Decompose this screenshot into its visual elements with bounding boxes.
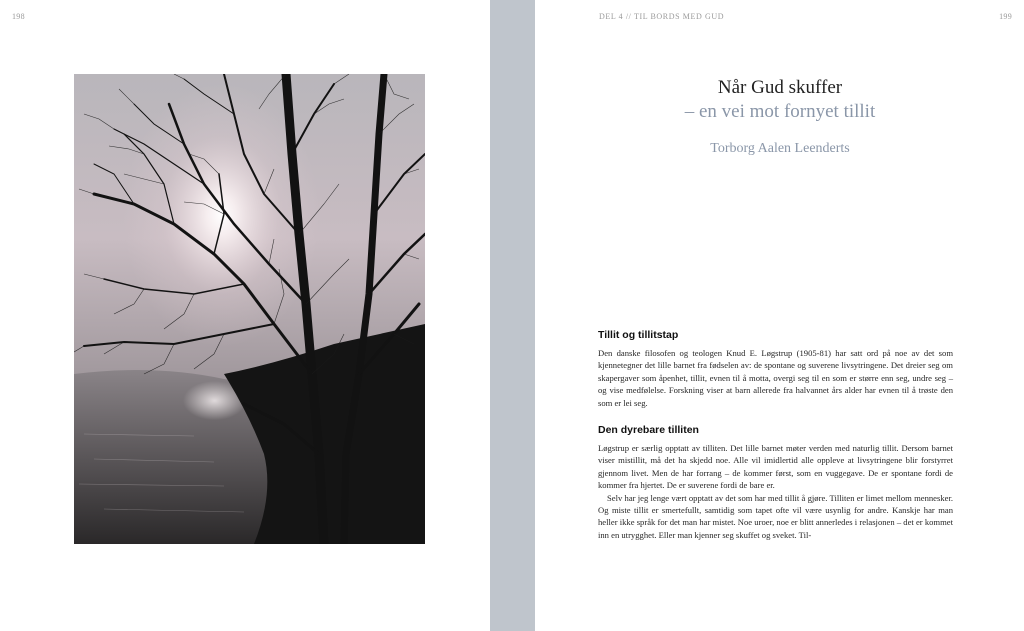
- chapter-title: Når Gud skuffer: [717, 77, 843, 98]
- author-name: Torborg Aalen Leenderts: [710, 141, 850, 156]
- left-page: [0, 0, 490, 631]
- section-den-dyrebare-tilliten: [598, 423, 953, 541]
- section-heading: Tillit og tillitstap: [598, 329, 679, 341]
- spine-gutter: [490, 0, 535, 631]
- chapter-subtitle: – en vei mot fornyet tillit: [684, 101, 876, 122]
- page-number-right: 199: [999, 12, 1012, 21]
- right-page: [535, 0, 1024, 631]
- body-text: [598, 328, 953, 541]
- section-tillit-og-tillitstap: [598, 328, 953, 409]
- paragraph: Den danske filosofen og teologen Knud E. Løgstrup (1905-81) har satt ord på noe av det som kjennetegner det lille barnet fra fødselen av: de spontane og suverene livsytringene. Det dreier seg om skapergaver som åpenhet, tillit, evnen til å motta, overgi seg til en som er større enn seg, undre seg – og vise medfølelse. Forskning viser at barn allerede fra halvannet års alder har evnen til å trøste den som er lei seg.: [598, 348, 953, 408]
- chapter-title-block: [575, 76, 985, 158]
- running-head: DEL 4 // TIL BORDS MED GUD: [599, 12, 725, 21]
- paragraph: Selv har jeg lenge vært opptatt av det som har med tillit å gjøre. Tilliten er limet mellom mennesker. Og miste tillit er smertefullt, samtidig som tapet ofte vil være usynlig for andre. Kanskje har man heller ikke språk for det man har mistet. Noe uroer, noe er blitt annerledes i relasjonen – det er kommet inn en utrygghet. Eller man kjenner seg skuffet og sveket. Til-: [598, 492, 953, 540]
- page-number-left: 198: [12, 12, 25, 21]
- tree-silhouette-photo: [74, 74, 425, 544]
- section-heading: Den dyrebare tilliten: [598, 424, 699, 437]
- paragraph: Løgstrup er særlig opptatt av tilliten. Det lille barnet møter verden med naturlig tillit. Dersom barnet viser mistillit, må det ha skjedd noe. Alle vil imidlertid alle oppleve at livsytringene blir forstyrret gjennom livet. Men de har forrang – de kommer først, som en vuggegave. De er spontane fordi de kommer fra hjertet. De er suverene fordi de bare er.: [598, 443, 953, 491]
